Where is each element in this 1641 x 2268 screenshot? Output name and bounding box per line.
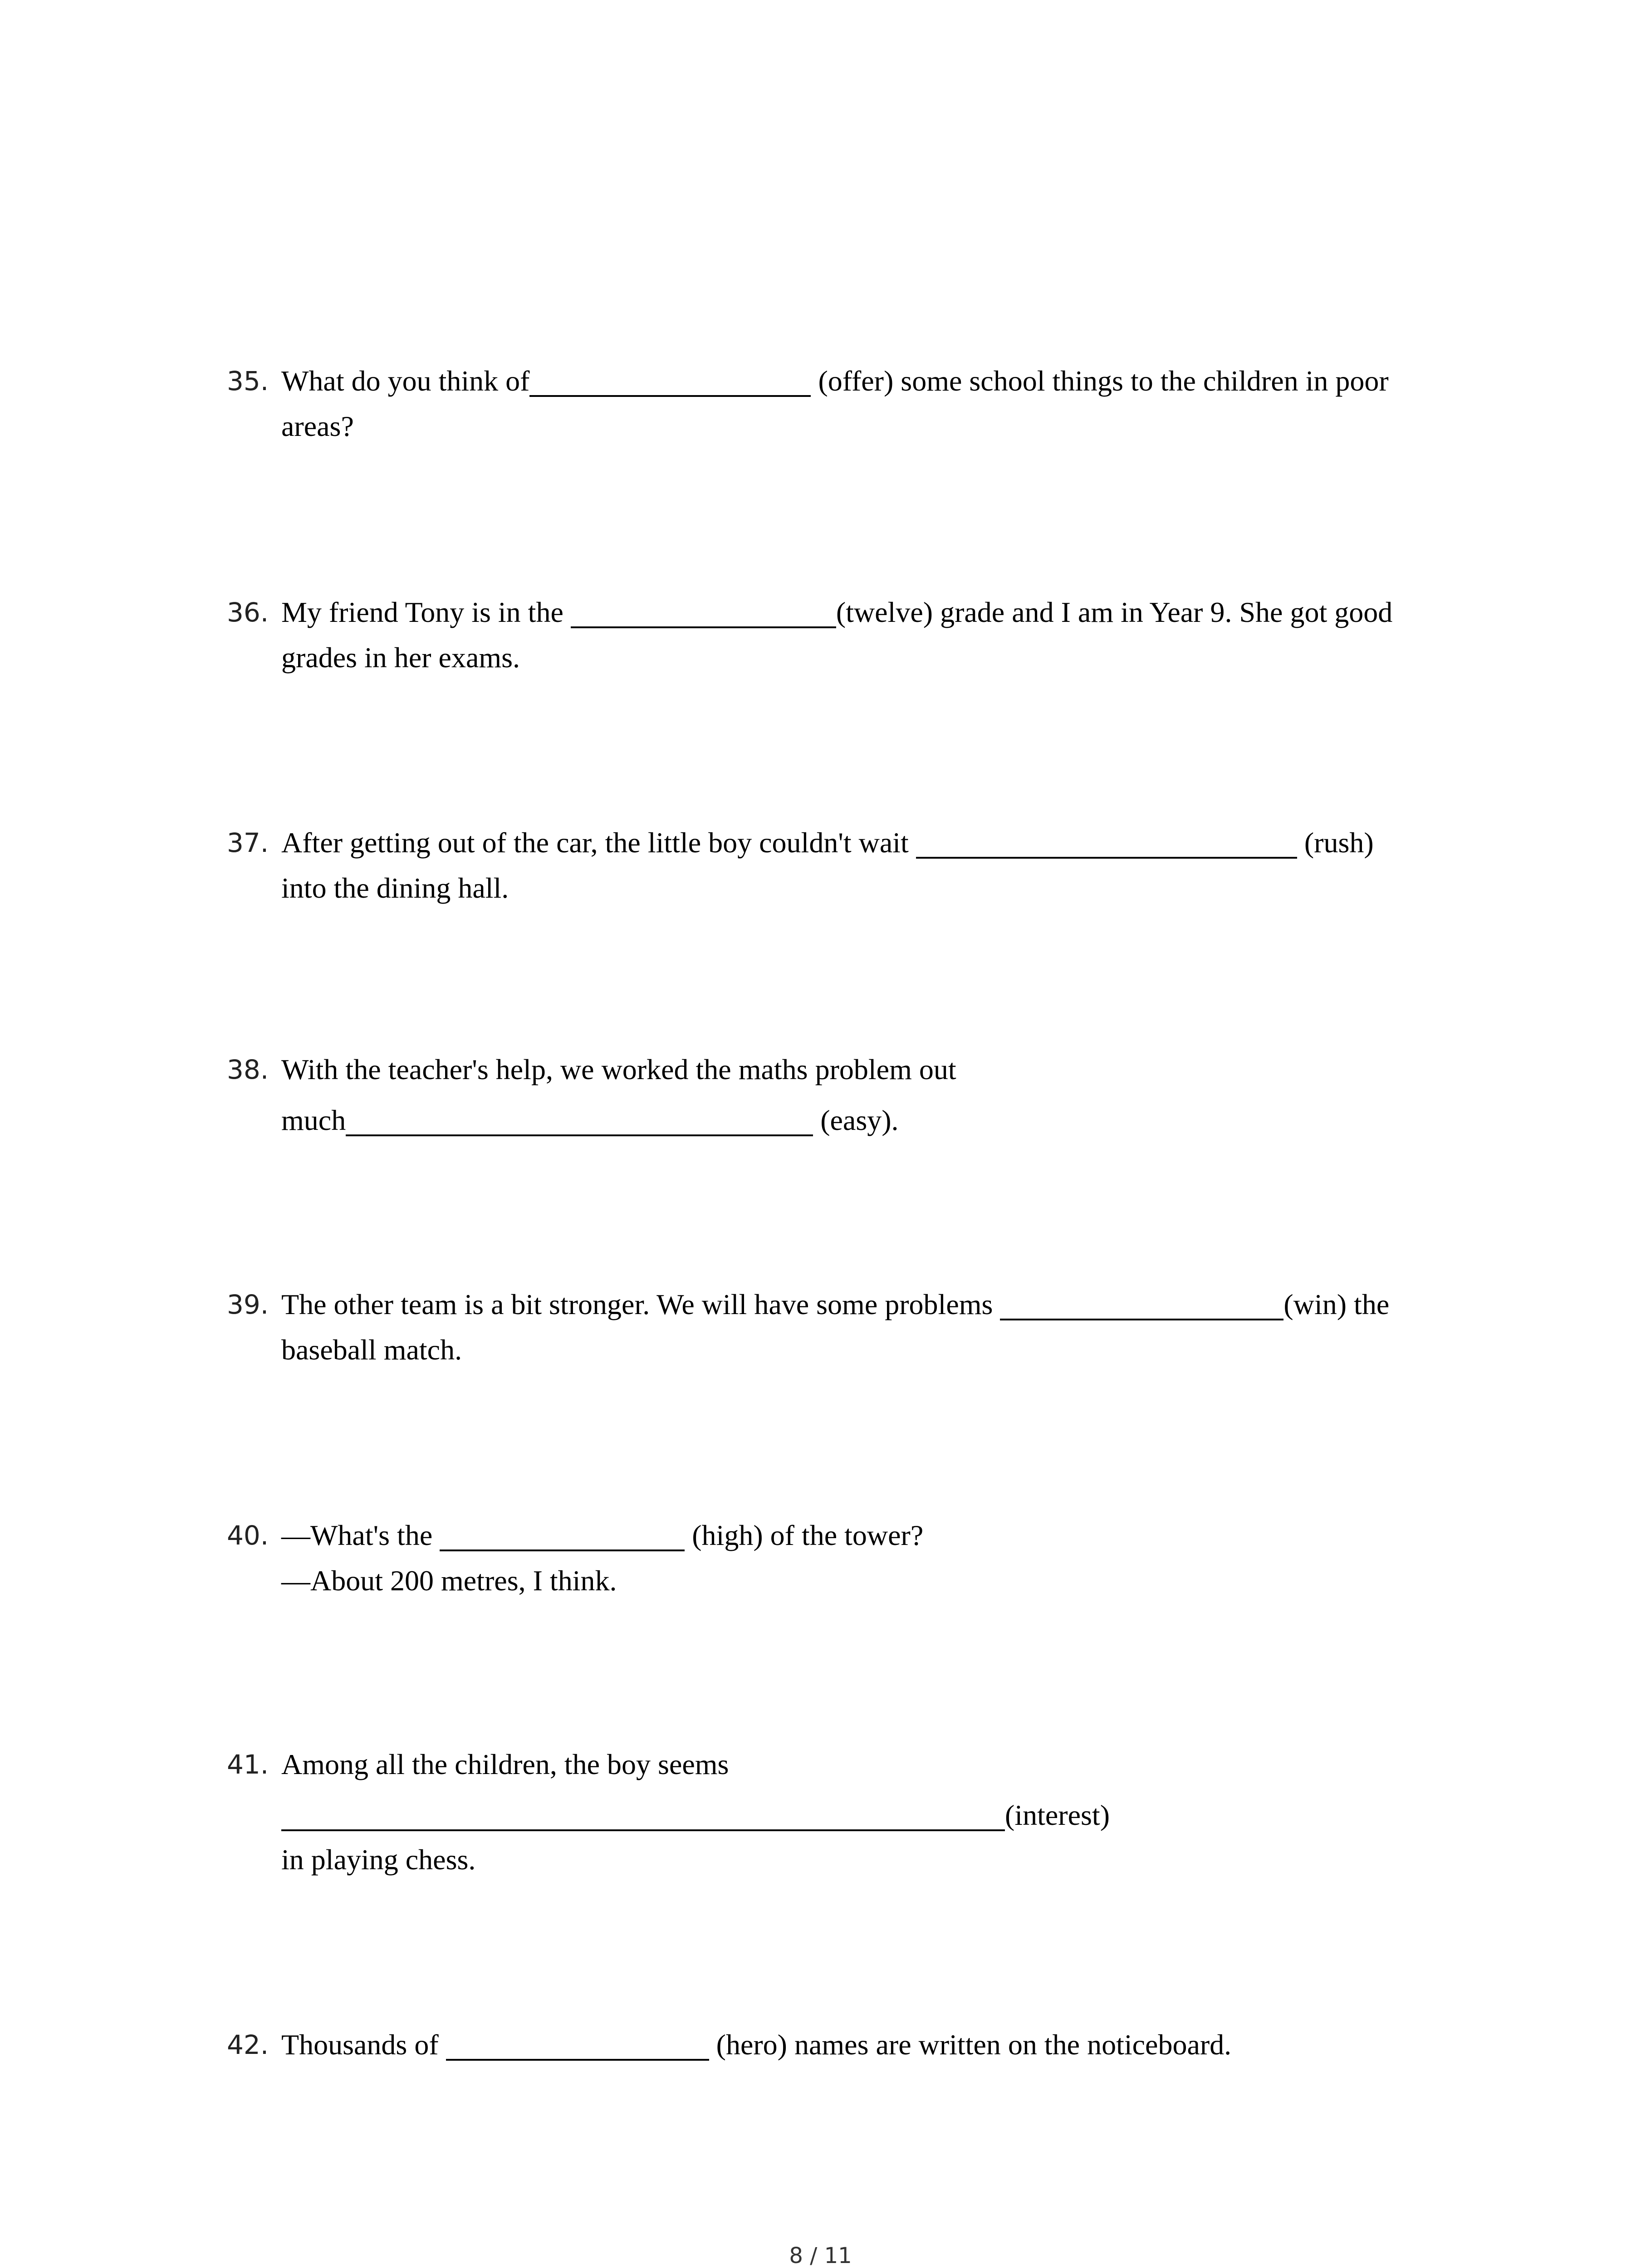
question-line: in playing chess.: [281, 1843, 476, 1876]
question-text: (high) of the tower?: [685, 1519, 924, 1551]
question-text: (hero) names are written on the noticeboard.: [709, 2028, 1232, 2061]
question-line: into the dining hall.: [281, 872, 509, 904]
answer-blank[interactable]: [446, 2027, 709, 2061]
question-number: 38.: [227, 1054, 269, 1085]
question-text: (twelve) grade and I am in Year 9. She got good: [836, 596, 1393, 628]
question-line: [281, 820, 1374, 865]
question-line: grades in her exams.: [281, 641, 520, 674]
question-number: 35.: [227, 366, 269, 396]
question-number: 37.: [227, 827, 269, 858]
question-line: With the teacher's help, we worked the maths problem out: [281, 1053, 956, 1085]
question-text: (rush): [1297, 826, 1374, 859]
question-line: —About 200 metres, I think.: [281, 1564, 617, 1597]
question-number: 42.: [227, 2029, 269, 2060]
question-line: [281, 590, 1392, 635]
answer-blank[interactable]: [916, 825, 1297, 859]
question-text: The other team is a bit stronger. We will have some problems: [281, 1288, 1000, 1320]
question-line: baseball match.: [281, 1334, 462, 1366]
question-line: areas?: [281, 410, 354, 442]
answer-blank[interactable]: [571, 595, 836, 628]
question-line: [281, 1513, 923, 1558]
question-text: Thousands of: [281, 2028, 446, 2061]
question-line: [281, 2022, 1231, 2068]
question-text: (easy).: [813, 1104, 899, 1136]
question-line: Among all the children, the boy seems: [281, 1748, 729, 1780]
question-line: [281, 1098, 899, 1143]
question-text: (interest): [1005, 1799, 1110, 1831]
question-number: 41.: [227, 1749, 269, 1780]
question-line: [281, 358, 1389, 404]
question-text: My friend Tony is in the: [281, 596, 571, 628]
question-number: 39.: [227, 1289, 269, 1320]
question-line: [281, 1793, 1110, 1838]
answer-blank[interactable]: [346, 1103, 813, 1136]
answer-blank[interactable]: [529, 363, 811, 397]
question-text: What do you think of: [281, 365, 530, 397]
answer-blank[interactable]: [1000, 1287, 1283, 1320]
question-line: [281, 1282, 1389, 1327]
question-text: (win) the: [1283, 1288, 1390, 1320]
answer-blank[interactable]: [440, 1518, 685, 1551]
question-number: 40.: [227, 1520, 269, 1551]
question-text: After getting out of the car, the little boy couldn't wait: [281, 826, 916, 859]
page-number: 8 / 11: [789, 2243, 852, 2268]
question-text: much: [281, 1104, 346, 1136]
question-number: 36.: [227, 597, 269, 628]
question-text: (offer) some school things to the children in poor: [811, 365, 1389, 397]
answer-blank[interactable]: [281, 1798, 1005, 1831]
question-text: —What's the: [281, 1519, 440, 1551]
